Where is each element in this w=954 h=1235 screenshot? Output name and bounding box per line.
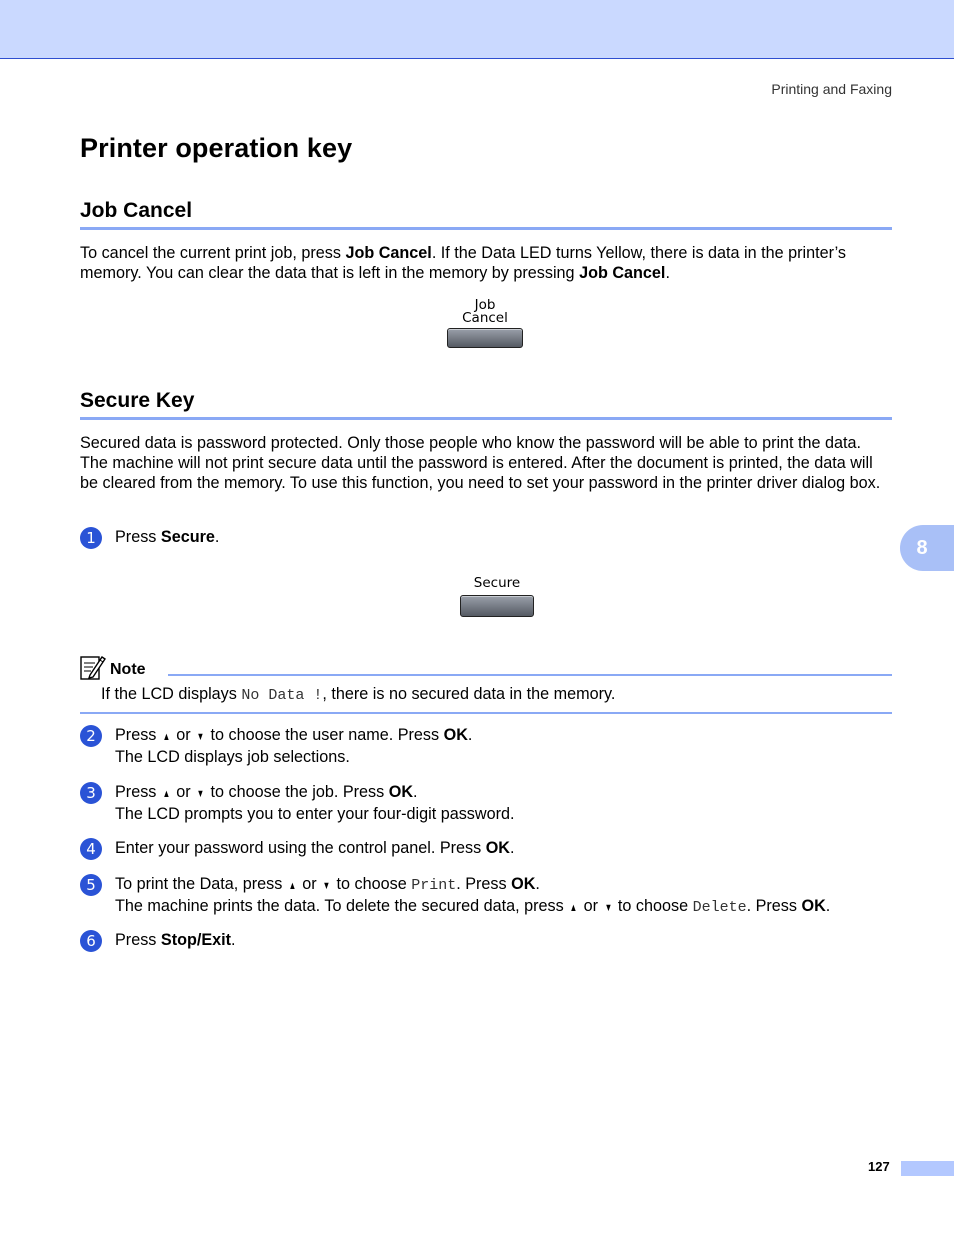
lcd-text-no-data: No Data ! [241,687,323,704]
down-arrow-icon: ▼ [196,731,205,743]
note-label: Note [110,661,146,678]
note-top-rule [168,674,892,676]
step-6: 6 Press Stop/Exit. [80,930,892,950]
job-cancel-key-illustration [446,299,524,348]
job-cancel-key-button [447,328,523,348]
section-heading-job-cancel: Job Cancel [80,199,892,230]
step-5: 5 To print the Data, press ▲ or ▼ to choose Print. Press OK. The machine prints the data. To delete the secured data, press ▲ or ▼ to choose Delete. Press OK. [80,874,892,918]
header-band [0,0,954,59]
job-cancel-key-label-line1: Job [474,297,496,313]
step-number-6: 6 [80,930,102,952]
lcd-text-delete: Delete [692,899,747,916]
step-number-4: 4 [80,838,102,860]
job-cancel-paragraph: To cancel the current print job, press Job Cancel. If the Data LED turns Yellow, there is data in the printer’s memory. You can clear the data that is left in the memory by pressing Job Cancel. [80,244,847,282]
step-4: 4 Enter your password using the control panel. Press OK. [80,838,892,858]
down-arrow-icon: ▼ [604,902,612,914]
page-title: Printer operation key [80,133,353,163]
step-number-5: 5 [80,874,102,896]
step-number-1: 1 [80,527,102,549]
down-arrow-icon: ▼ [322,880,331,892]
secure-key-illustration [458,577,536,617]
up-arrow-icon: ▲ [288,880,297,892]
up-arrow-icon: ▲ [569,902,578,914]
up-arrow-icon: ▲ [162,731,171,743]
step-number-2: 2 [80,725,102,747]
running-head: Printing and Faxing [771,81,892,97]
secure-key-paragraph: Secured data is password protected. Only those people who know the password will be able to print the data. The machine will not print secure data until the password is entered. After the document is printed, the data will be cleared from the memory. To use this function, you need to set your password in the printer driver dialog box. [80,434,881,492]
step-number-3: 3 [80,782,102,804]
page-number: 127 [868,1159,890,1174]
job-cancel-key-label-line2: Cancel [462,310,508,326]
step-2: 2 Press ▲ or ▼ to choose the user name. Press OK. The LCD displays job selections. [80,725,892,767]
section-heading-secure-key: Secure Key [80,389,892,420]
secure-key-label: Secure [473,575,521,591]
page-number-bar [901,1161,954,1176]
down-arrow-icon: ▼ [196,788,205,800]
chapter-tab: 8 [900,525,954,571]
up-arrow-icon: ▲ [162,788,171,800]
note-text: If the LCD displays No Data !, there is no secured data in the memory. [101,685,616,704]
note-bottom-rule [80,712,892,714]
step-3: 3 Press ▲ or ▼ to choose the job. Press OK. The LCD prompts you to enter your four-digit password. [80,782,892,824]
note-pencil-icon [80,654,106,682]
secure-key-button [460,595,534,617]
lcd-text-print: Print [411,877,457,894]
step-1: 1 Press Secure. [80,527,892,547]
